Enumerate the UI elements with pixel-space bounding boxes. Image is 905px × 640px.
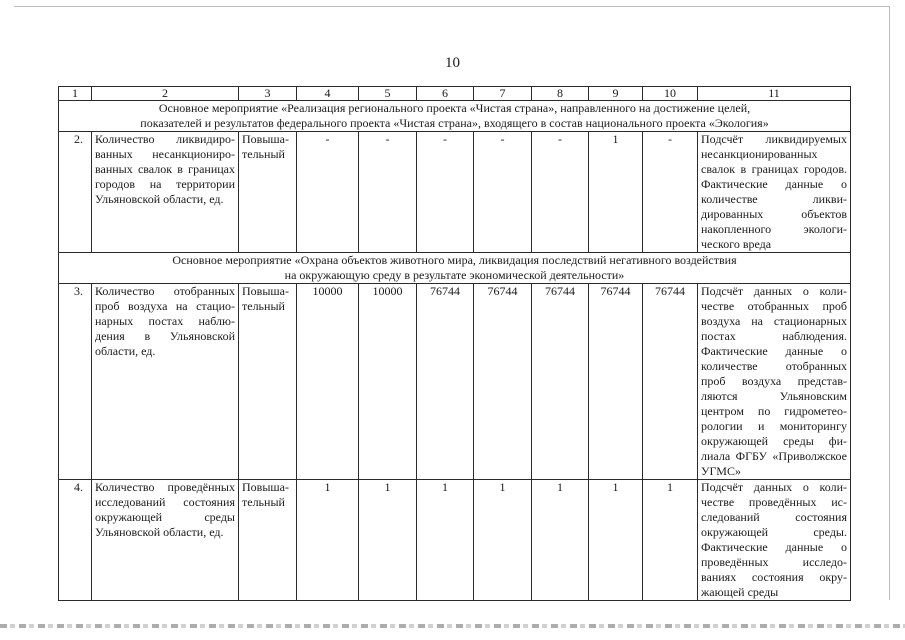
indicator-note: Подсчёт ликвидируемых несанкционированных свалок в границах городов. Фактические данные о количестве ликвидированных объектов накопленного экологического вреда — [698, 132, 851, 253]
col-header-3: 3 — [239, 87, 297, 101]
indicator-name: Количество отобранных проб воздуха на стационарных постах наблюдения в Ульяновской области, ед. — [92, 284, 239, 480]
indicator-name: Количество ликвидированных несанкционированных свалок в границах городов на территории Ульяновской области, ед. — [92, 132, 239, 253]
value-cell: 1 — [359, 480, 417, 601]
row-number: 2. — [59, 132, 92, 253]
section-heading-line: Основное мероприятие «Реализация регионального проекта «Чистая страна», направленного на достижение целей, — [158, 101, 751, 115]
value-cell: 1 — [589, 132, 643, 253]
value-cell: - — [532, 132, 589, 253]
page-frame-right — [889, 6, 890, 600]
value-cell: 1 — [643, 480, 698, 601]
col-header-7: 7 — [474, 87, 532, 101]
row-number: 4. — [59, 480, 92, 601]
value-cell: - — [417, 132, 474, 253]
value-cell: - — [643, 132, 698, 253]
col-header-4: 4 — [297, 87, 359, 101]
indicator-note: Подсчёт данных о количестве проведённых исследований состояния окружающей среды. Фактические данные о проведённых исследованиях состояния окружающей среды — [698, 480, 851, 601]
page-frame-bottom — [0, 624, 905, 628]
indicator-name: Количество проведённых исследований состояния окружающей среды Ульяновской области, ед. — [92, 480, 239, 601]
column-number-row — [59, 87, 851, 101]
value-cell: - — [359, 132, 417, 253]
row-number: 3. — [59, 284, 92, 480]
value-cell: 76744 — [417, 284, 474, 480]
value-cell: 1 — [532, 480, 589, 601]
value-cell: 1 — [589, 480, 643, 601]
value-cell: 76744 — [474, 284, 532, 480]
page-frame-top — [14, 6, 890, 7]
value-cell: 1 — [474, 480, 532, 601]
indicator-type: Повышательный — [239, 132, 297, 253]
value-cell: 1 — [297, 480, 359, 601]
value-cell: 10000 — [359, 284, 417, 480]
value-cell: - — [297, 132, 359, 253]
value-cell: 1 — [417, 480, 474, 601]
indicator-type: Повышательный — [239, 284, 297, 480]
indicator-note: Подсчёт данных о количестве отобранных проб воздуха на стационарных постах наблюдения. Фактические данные о количестве отобранных проб воздуха представляются Ульяновским центром по гидрометеорологии и мониторингу окружающей среды филиала ФГБУ «Приволжское УГМС» — [698, 284, 851, 480]
indicators-table — [58, 86, 851, 601]
col-header-1: 1 — [59, 87, 92, 101]
section-heading-line: показателей и результатов федерального проекта «Чистая страна», входящего в состав национального проекта «Экология» — [140, 116, 769, 130]
table-row — [59, 132, 851, 253]
section-heading-line: на окружающую среду в результате экономической деятельности» — [284, 268, 625, 282]
value-cell: 76744 — [643, 284, 698, 480]
col-header-8: 8 — [532, 87, 589, 101]
col-header-6: 6 — [417, 87, 474, 101]
table-row — [59, 284, 851, 480]
col-header-10: 10 — [643, 87, 698, 101]
page-number: 10 — [445, 55, 460, 71]
table-row — [59, 480, 851, 601]
section-heading — [59, 101, 851, 132]
value-cell: 10000 — [297, 284, 359, 480]
col-header-9: 9 — [589, 87, 643, 101]
section-row-clean-country — [59, 101, 851, 132]
col-header-2: 2 — [92, 87, 239, 101]
value-cell: - — [474, 132, 532, 253]
value-cell: 76744 — [589, 284, 643, 480]
indicator-type: Повышательный — [239, 480, 297, 601]
section-heading — [59, 253, 851, 284]
section-heading-line: Основное мероприятие «Охрана объектов животного мира, ликвидация последствий негативного воздействия — [172, 253, 737, 267]
col-header-5: 5 — [359, 87, 417, 101]
col-header-11: 11 — [698, 87, 851, 101]
section-row-wildlife — [59, 253, 851, 284]
value-cell: 76744 — [532, 284, 589, 480]
